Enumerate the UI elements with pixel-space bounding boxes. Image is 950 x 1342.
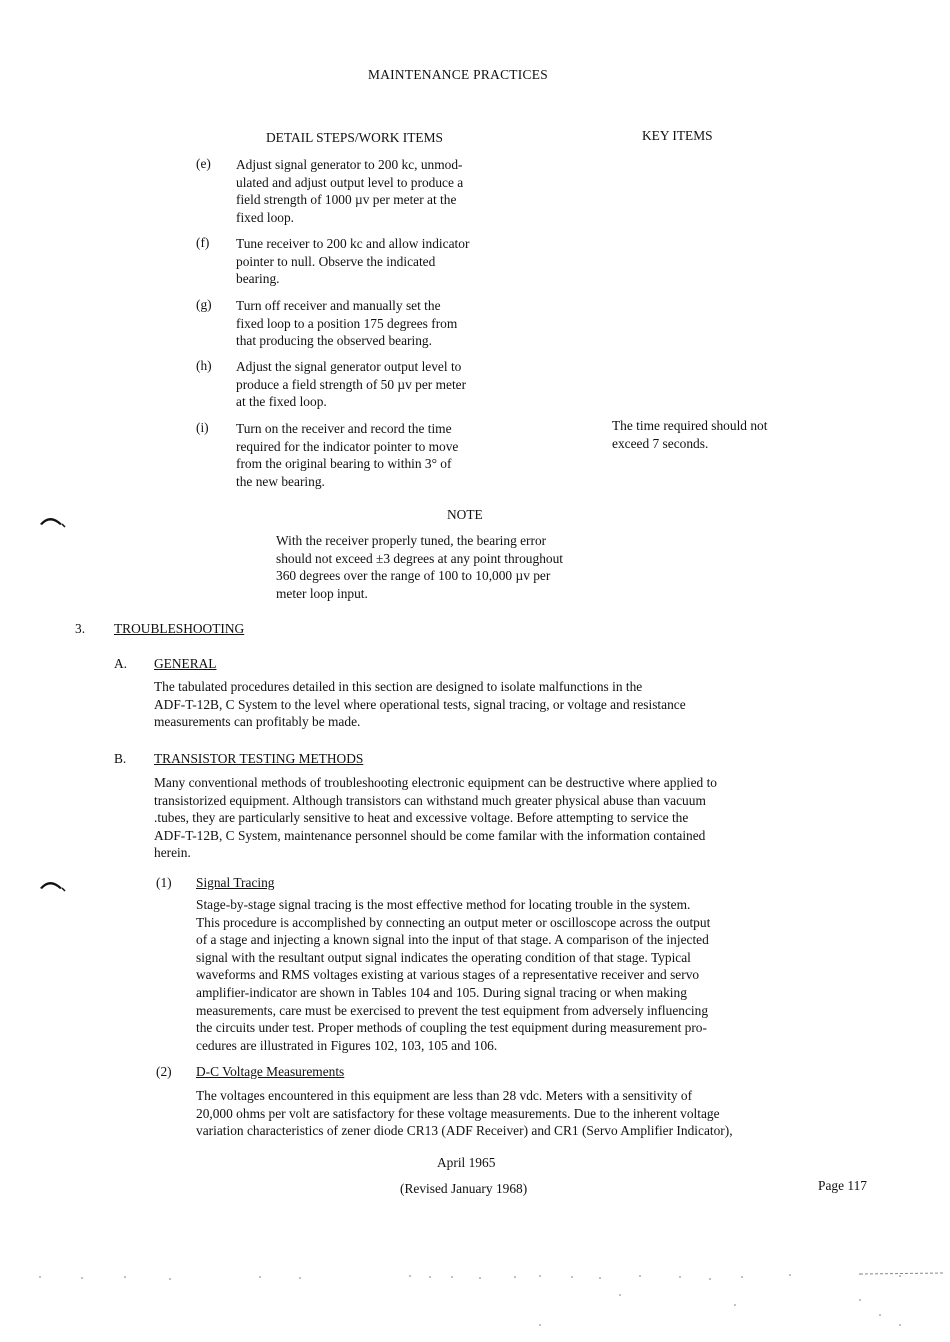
paragraph-line: .tubes, they are particularly sensitive to heat and excessive voltage. Before attempting to service the: [154, 810, 689, 826]
paragraph-line: This procedure is accomplished by connecting an output meter or oscilloscope across the output: [196, 914, 711, 930]
step-label: (h): [196, 358, 212, 373]
note-line: meter loop input.: [276, 585, 368, 601]
key-item-text: [612, 417, 842, 452]
item-title: Signal Tracing: [196, 875, 275, 890]
detail-steps-heading: DETAIL STEPS/WORK ITEMS: [266, 130, 443, 145]
step-line: Adjust signal generator to 200 kc, unmod-: [236, 157, 463, 172]
step-line: fixed loop to a position 175 degrees from: [236, 315, 458, 331]
paragraph-line: Stage-by-stage signal tracing is the most effective method for locating trouble in the system.: [196, 897, 691, 912]
section-title: TROUBLESHOOTING: [114, 621, 245, 636]
step-line: that producing the observed bearing.: [236, 333, 432, 349]
step-line: Turn off receiver and manually set the: [236, 298, 441, 313]
scan-noise: [0, 1265, 950, 1335]
paragraph-line: 20,000 ohms per volt are satisfactory for these voltage measurements. Due to the inherent voltage: [196, 1105, 720, 1121]
revision-mark-icon: [38, 876, 66, 892]
general-paragraph: [154, 678, 894, 731]
step-text: [236, 358, 546, 411]
step-line: ulated and adjust output level to produce a: [236, 174, 464, 190]
step-line: required for the indicator pointer to move: [236, 438, 459, 454]
step-line: Turn on the receiver and record the time: [236, 421, 452, 436]
footer-revised: (Revised January 1968): [400, 1181, 528, 1196]
note-heading: NOTE: [447, 507, 483, 522]
paragraph-line: ADF-T-12B, C System to the level where operational tests, signal tracing, or voltage and resistance: [154, 696, 686, 712]
paragraph-line: measurements can profitably be made.: [154, 714, 361, 730]
note-text: [276, 532, 656, 602]
step-text: [236, 235, 546, 288]
paragraph-line: measurements, care must be exercised to prevent the test equipment from adversely influencing: [196, 1002, 709, 1018]
note-line: With the receiver properly tuned, the bearing error: [276, 533, 547, 548]
page-title: MAINTENANCE PRACTICES: [367, 67, 548, 82]
step-line: bearing.: [236, 271, 280, 287]
page-number: Page 117: [818, 1178, 867, 1193]
paragraph-line: variation characteristics of zener diode CR13 (ADF Receiver) and CR1 (Servo Amplifier Indicator),: [196, 1123, 733, 1139]
step-line: field strength of 1000 µv per meter at the: [236, 192, 457, 208]
step-line: pointer to null. Observe the indicated: [236, 253, 436, 269]
note-line: should not exceed ±3 degrees at any point throughout: [276, 550, 563, 566]
dc-voltage-paragraph: [196, 1087, 916, 1140]
paragraph-line: herein.: [154, 845, 191, 861]
subsection-letter: A.: [114, 656, 128, 671]
paragraph-line: transistorized equipment. Although transistors can withstand much greater physical abuse than vacuum: [154, 792, 706, 808]
subsection-title: GENERAL: [154, 656, 217, 671]
step-text: [236, 156, 546, 226]
step-label: (e): [196, 156, 211, 171]
step-text: [236, 420, 546, 490]
step-label: (g): [196, 297, 212, 312]
step-label: (i): [196, 420, 209, 435]
paragraph-line: amplifier-indicator are shown in Tables 104 and 105. During signal tracing or when making: [196, 984, 687, 1000]
step-line: at the fixed loop.: [236, 394, 327, 410]
step-label: (f): [196, 235, 210, 250]
paragraph-line: The tabulated procedures detailed in this section are designed to isolate malfunctions in the: [154, 679, 643, 694]
revision-mark-icon: [38, 512, 66, 528]
step-line: the new bearing.: [236, 473, 325, 489]
key-items-heading: KEY ITEMS: [642, 128, 713, 143]
paragraph-line: ADF-T-12B, C System, maintenance personnel should be come familar with the information contained: [154, 827, 706, 843]
footer-date: April 1965: [437, 1155, 496, 1170]
item-number: (2): [156, 1064, 172, 1079]
subsection-letter: B.: [114, 751, 127, 766]
section-number: 3.: [75, 621, 86, 636]
step-line: from the original bearing to within 3° of: [236, 456, 452, 472]
paragraph-line: cedures are illustrated in Figures 102, 103, 105 and 106.: [196, 1037, 498, 1053]
step-line: produce a field strength of 50 µv per meter: [236, 376, 467, 392]
key-item-line: The time required should not: [612, 418, 768, 433]
step-line: Adjust the signal generator output level to: [236, 359, 462, 374]
transistor-paragraph: [154, 774, 894, 862]
paragraph-line: waveforms and RMS voltages existing at various stages of a representative receiver and servo: [196, 967, 700, 983]
item-title: D-C Voltage Measurements: [196, 1064, 345, 1079]
step-line: fixed loop.: [236, 209, 295, 225]
paragraph-line: of a stage and injecting a known signal into the input of that stage. A comparison of the injected: [196, 932, 709, 948]
key-item-line: exceed 7 seconds.: [612, 435, 709, 451]
note-line: 360 degrees over the range of 100 to 10,000 µv per: [276, 568, 551, 584]
paragraph-line: The voltages encountered in this equipment are less than 28 vdc. Meters with a sensitivity of: [196, 1088, 693, 1103]
step-text: [236, 297, 546, 350]
paragraph-line: Many conventional methods of troubleshooting electronic equipment can be destructive where applied to: [154, 775, 717, 790]
item-number: (1): [156, 875, 172, 890]
step-line: Tune receiver to 200 kc and allow indicator: [236, 236, 470, 251]
paragraph-line: the circuits under test. Proper methods of coupling the test equipment during measurement pro-: [196, 1020, 707, 1036]
signal-tracing-paragraph: [196, 896, 896, 1054]
subsection-title: TRANSISTOR TESTING METHODS: [154, 751, 364, 766]
paragraph-line: signal with the resultant output signal indicates the operating condition of that stage. Typical: [196, 949, 691, 965]
